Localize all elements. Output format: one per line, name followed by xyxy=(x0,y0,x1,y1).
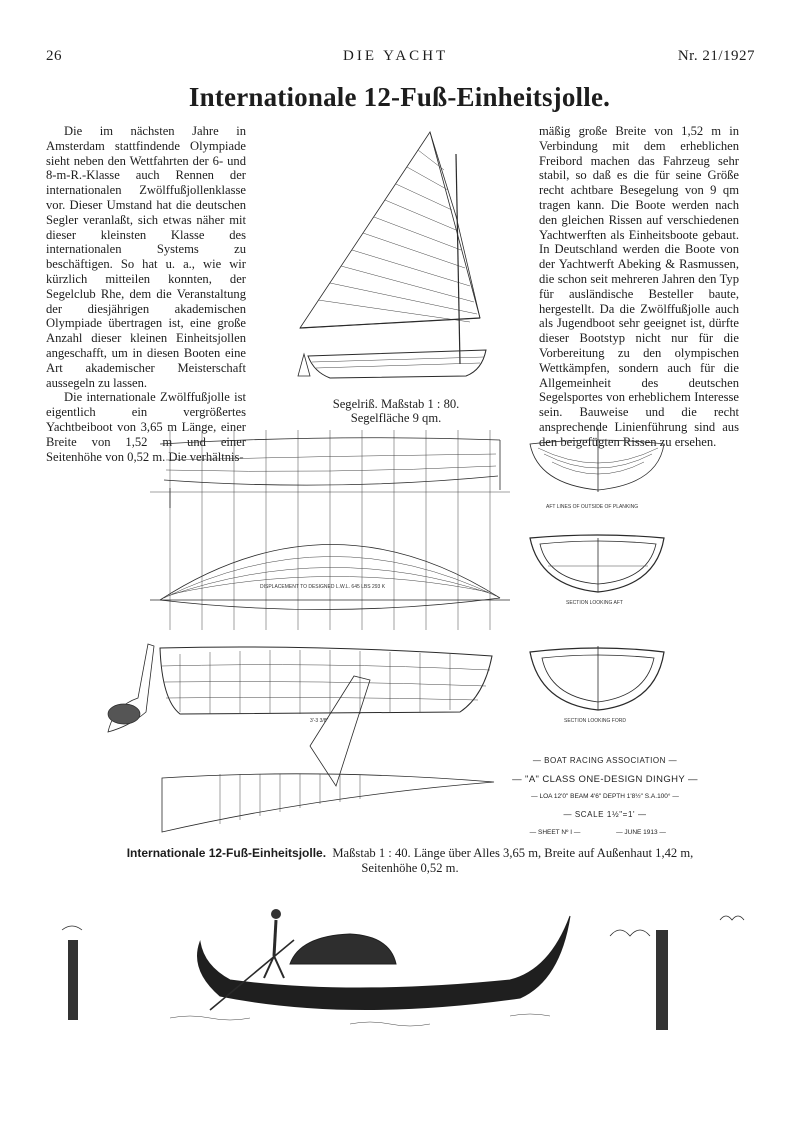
right-column xyxy=(539,124,739,450)
scale-line: — SCALE 1½"=1' — xyxy=(563,810,647,819)
aft-lines-drawing xyxy=(528,428,668,514)
paragraph-3: mäßig große Breite von 1,52 m in Verbindung mit dem erheblichen Freibord machen das Fahrzeug sehr stabil, so daß es die für seine Größe recht achtbare Besegelung von 9 qm tragen kann. Die Boote werden nach den gleichen Rissen auf verschiedenen Yachtwerften als Einheitsboote gebaut. In Deutschland werden die Boote von der Yachtwerft Abeking & Rasmussen, die schon seit mehreren Jahren den Typ für ausländische Besteller baute, hergestellt. Da die Zwölffußjolle auch als Jugendboot sehr geeignet ist, dürfte dieser Bootstyp nicht nur für die Vorbereitung zu den olympischen Wettkämpfen, sondern auch für die Allgemeinheit des deutschen Segelsportes von erheblichem Interesse sein. Bauweise und die recht ansprechende Linienführung sind aus den beigefügten Rissen zu ersehen. xyxy=(539,124,739,449)
displacement-label: DISPLACEMENT TO DESIGNED L.W.L. 645 LBS 293 K xyxy=(260,584,386,590)
lines-plan-drawing xyxy=(150,430,510,630)
drawing-title-block xyxy=(505,756,705,846)
profile-note: 3'-3 3/8" xyxy=(310,718,329,724)
caption-rest: Maßstab 1 : 40. Länge über Alles 3,65 m, Breite auf Außenhaut 1,42 m, xyxy=(332,846,694,860)
sail-plan-drawing xyxy=(290,130,500,395)
paragraph-1: Die im nächsten Jahre in Amsterdam stattfindende Olympiade sieht neben den Wettfahrten der 6- und 8-m-R.-Klasse auch Rennen der internationalen Zwölffußjollenklasse vor. Dieser Umstand hat die deutschen Segler veranlaßt, sich etwas näher mit dieser kleinsten Klasse des internationalen Systems zu beschäftigen. So hat u. a., wie wir kürzlich mitteilen konnten, der Segelclub Rhe, dem die Veranstaltung der diesjährigen akademischen Olympiade übertragen ist, eine große Anzahl dieser kleinen Einheitsjollen angeschafft, um in diesen Booten eine Art akademischer Meisterschaft aussegeln zu lassen. xyxy=(46,124,246,390)
section-aft-label: SECTION LOOKING AFT xyxy=(566,600,623,606)
sail-plan-caption xyxy=(296,397,496,425)
gondola-illustration xyxy=(50,900,750,1060)
sail-caption-line1: Segelriß. Maßstab 1 : 80. xyxy=(332,397,460,411)
section-aft-drawing xyxy=(528,532,668,608)
sheet-line: — SHEET Nº I — xyxy=(529,829,581,836)
section-ford-drawing xyxy=(528,640,668,726)
aft-lines-label: AFT LINES OF OUTSIDE OF PLANKING xyxy=(546,504,639,510)
class-line: — "A" CLASS ONE-DESIGN DINGHY — xyxy=(512,774,698,785)
sail-caption-line2: Segelfläche 9 qm. xyxy=(350,411,442,425)
caption-bold: Internationale 12-Fuß-Einheitsjolle. xyxy=(126,846,327,860)
paragraph-2: Die internationale Zwölffußjolle ist eigentlich ein vergrößertes Yachtbeiboot von 3,65 m Länge, einer Breite von 1,52 m und einer Seitenhöhe von 0,52 m. Die verhältnis- xyxy=(46,390,246,464)
caption-line2: Seitenhöhe 0,52 m. xyxy=(361,861,459,875)
article-title: Internationale 12-Fuß-Einheitsjolle. xyxy=(188,82,611,112)
issue-number: Nr. 21/1927 xyxy=(677,48,755,64)
left-column xyxy=(46,124,246,464)
profile-drawing xyxy=(100,636,500,836)
association-line: — BOAT RACING ASSOCIATION — xyxy=(532,756,678,765)
journal-title: DIE YACHT xyxy=(343,48,449,64)
page-number: 26 xyxy=(46,48,62,64)
figure-caption xyxy=(80,846,740,876)
dimensions-line: — LOA 12'0" BEAM 4'6" DEPTH 1'8½" S.A.100° — xyxy=(531,793,679,800)
section-ford-label: SECTION LOOKING FORD xyxy=(564,718,626,724)
date-line: — JUNE 1913 — xyxy=(616,829,666,836)
